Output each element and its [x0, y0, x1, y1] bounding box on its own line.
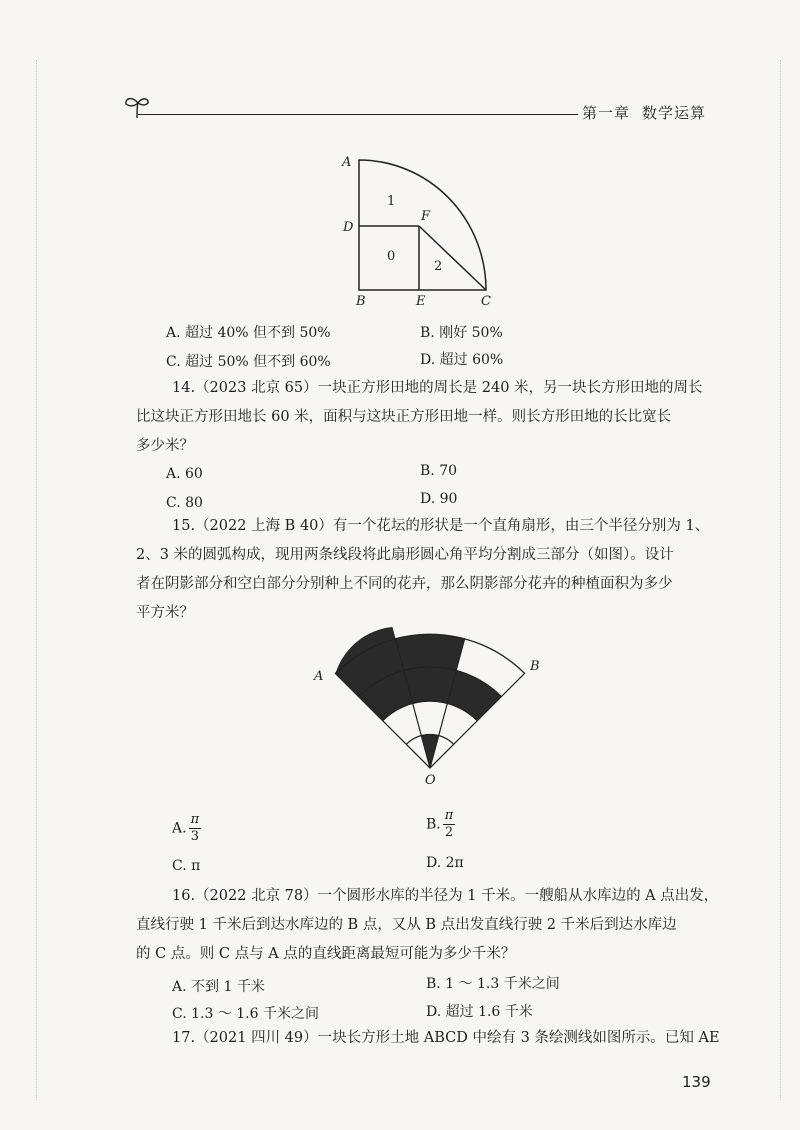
- fraction-pi-over-3: [189, 812, 202, 845]
- q14-line-3: 多少米？: [136, 438, 194, 454]
- q16-option-d: D. 超过 1.6 千米: [426, 1004, 533, 1020]
- q17-line-1: 17.（2021 四川 49）一块长方形土地 ABCD 中绘有 3 条绘测线如图所示。已知 AE: [172, 1030, 720, 1046]
- fraction-numerator: π: [190, 812, 200, 827]
- label-O: O: [425, 773, 436, 788]
- q13-option-c: C. 超过 50% 但不到 60%: [166, 354, 331, 370]
- question-15: [136, 512, 726, 628]
- region-label-2: 2: [434, 259, 443, 274]
- q14-line-1: 14.（2023 北京 65）一块正方形田地的周长是 240 米，另一块长方形田地的周长: [172, 380, 703, 396]
- label-F: F: [421, 209, 431, 224]
- fraction-numerator: π: [444, 808, 454, 823]
- question-14: [136, 374, 726, 461]
- page-number: 139: [682, 1073, 711, 1091]
- q14-option-c: C. 80: [166, 495, 203, 511]
- q15-option-a: [172, 812, 201, 845]
- chapter-prefix: 第一章: [582, 104, 631, 122]
- q16-line-3: 的 C 点。则 C 点与 A 点的直线距离最短可能为多少千米？: [136, 946, 516, 962]
- q13-option-a: A. 超过 40% 但不到 50%: [166, 325, 331, 341]
- q16-line-2: 直线行驶 1 千米后到达水库边的 B 点，又从 B 点出发直线行驶 2 千米后到达水库边: [136, 917, 677, 933]
- region-label-0: 0: [387, 249, 396, 264]
- q16-option-a: A. 不到 1 千米: [172, 979, 265, 995]
- label-D: D: [343, 220, 354, 235]
- q15-option-b-prefix: B.: [426, 816, 441, 833]
- fraction-pi-over-2: [443, 808, 456, 841]
- q13-option-b: B. 刚好 50%: [420, 325, 503, 341]
- q16-line-1: 16.（2022 北京 78）一个圆形水库的半径为 1 千米。一艘船从水库边的 A 点出发，: [172, 888, 719, 904]
- q15-line-2: 2、3 米的圆弧构成，现用两条线段将此扇形圆心角平均分割成三部分（如图）。设计: [136, 547, 674, 563]
- scan-edge-left: [36, 60, 38, 1100]
- question-16: [136, 882, 726, 969]
- q15-option-a-prefix: A.: [172, 820, 187, 837]
- q15-line-1: 15.（2022 上海 B 40）有一个花坛的形状是一个直角扇形，由三个半径分别为 1、: [172, 518, 710, 534]
- sprout-icon: [122, 94, 152, 120]
- q14-line-2: 比这块正方形田地长 60 米，面积与这块正方形田地一样。则长方形田地的长比宽长: [136, 409, 672, 425]
- q15-option-c: C. π: [172, 858, 201, 874]
- question-17: [136, 1024, 726, 1053]
- label-E: E: [416, 294, 426, 309]
- label-A: A: [342, 155, 352, 170]
- q16-option-c: C. 1.3 ～ 1.6 千米之间: [172, 1006, 319, 1022]
- scan-edge-right: [780, 60, 782, 1100]
- q15-line-4: 平方米？: [136, 605, 194, 621]
- q15-option-d: D. 2π: [426, 855, 464, 871]
- chapter-heading: [582, 102, 706, 123]
- q14-option-a: A. 60: [166, 466, 203, 482]
- q13-option-d: D. 超过 60%: [420, 352, 504, 368]
- fraction-denominator: 2: [444, 825, 454, 840]
- q14-option-b: B. 70: [420, 463, 458, 479]
- q15-option-b: [426, 808, 455, 841]
- chapter-title: 数学运算: [642, 104, 707, 122]
- figure-quarter-circle: [336, 150, 516, 310]
- label-C: C: [481, 294, 491, 309]
- q16-option-b: B. 1 ～ 1.3 千米之间: [426, 976, 560, 992]
- q15-line-3: 者在阴影部分和空白部分分别种上不同的花卉，那么阴影部分花卉的种植面积为多少: [136, 576, 673, 592]
- region-label-1: 1: [387, 194, 396, 209]
- fraction-denominator: 3: [190, 829, 199, 844]
- q14-option-d: D. 90: [420, 491, 458, 507]
- figure-sector: [306, 624, 556, 789]
- header-rule: [138, 114, 578, 115]
- label-B: B: [530, 659, 540, 674]
- label-A: A: [314, 669, 324, 684]
- label-B: B: [356, 294, 366, 309]
